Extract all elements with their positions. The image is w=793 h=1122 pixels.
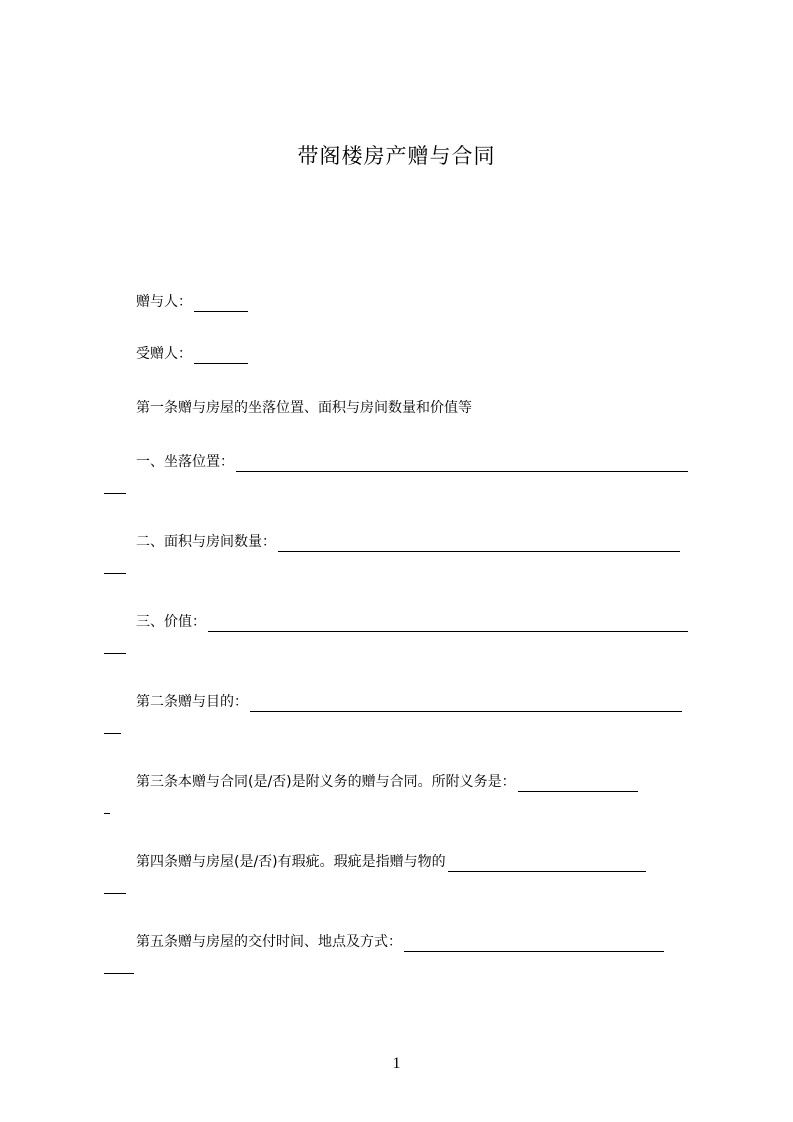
donee-label: 受赠人： [136,346,192,362]
article2-label: 第二条赠与目的： [136,694,248,710]
item3-blank [208,616,688,632]
item2-label: 二、面积与房间数量： [136,534,276,550]
item3-blank-continuation [104,653,126,654]
article2-blank [250,696,682,712]
article1-heading: 第一条赠与房屋的坐落位置、面积与房间数量和价值等 [136,400,472,416]
article4-blank [448,856,646,872]
item2-line [136,532,680,552]
article5-blank [404,936,664,952]
article5-line [136,932,664,952]
article3-blank [518,776,638,792]
article3-label: 第三条本赠与合同(是/否)是附义务的赠与合同。所附义务是： [136,774,516,790]
article3-line [136,772,638,792]
item3-line [136,612,688,632]
document-title: 带阁楼房产赠与合同 [297,144,496,168]
donor-line [136,292,248,312]
item1-line [136,452,688,472]
donor-label: 赠与人： [136,294,192,310]
item3-label: 三、价值： [136,614,206,630]
item1-blank-continuation [104,493,126,494]
donee-line [136,344,248,364]
page-number: 1 [392,1055,401,1072]
donee-blank [194,348,248,364]
article4-line [136,852,646,872]
article5-label: 第五条赠与房屋的交付时间、地点及方式： [136,934,402,950]
item2-blank-continuation [104,573,126,574]
article5-blank-continuation [104,973,134,974]
article2-blank-continuation [104,733,121,734]
item1-blank [236,456,688,472]
article2-line [136,692,682,712]
article4-label: 第四条赠与房屋(是/否)有瑕疵。瑕疵是指赠与物的 [136,854,446,870]
article3-blank-continuation [104,813,110,814]
item1-label: 一、坐落位置： [136,454,234,470]
donor-blank [194,296,248,312]
article4-blank-continuation [104,893,126,894]
item2-blank [278,536,680,552]
